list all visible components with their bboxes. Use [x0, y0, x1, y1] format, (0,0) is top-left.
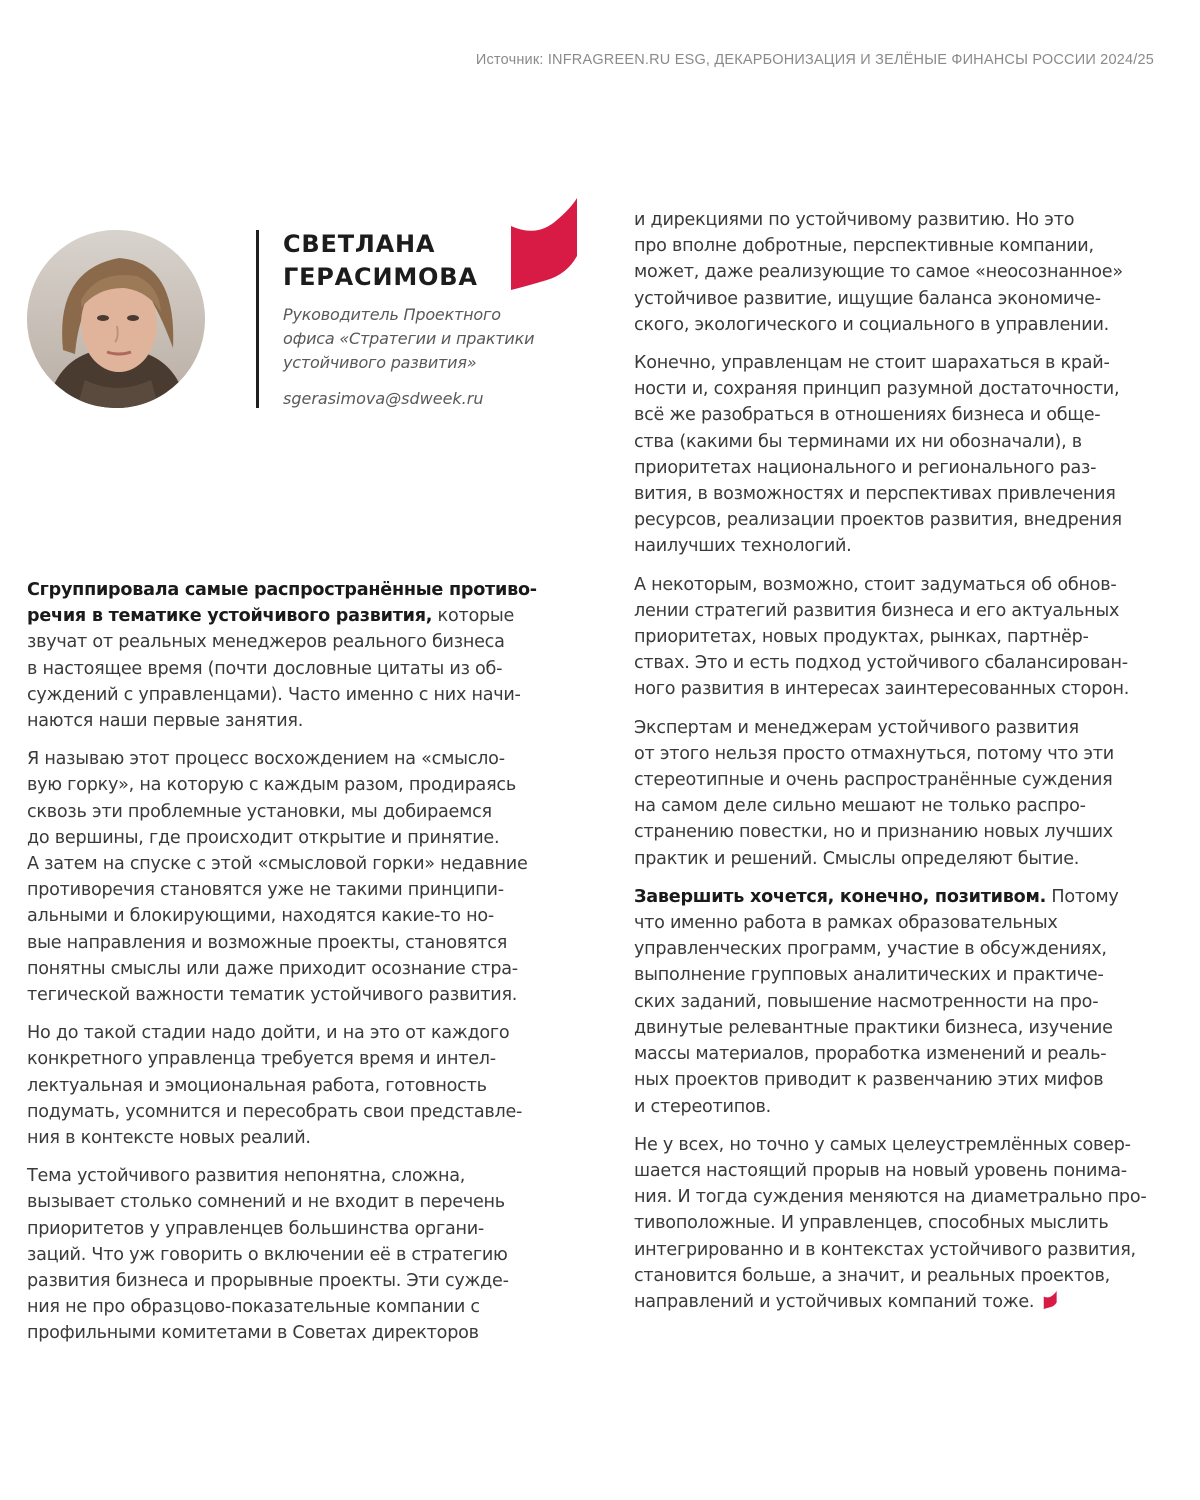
paragraph	[27, 1020, 587, 1151]
text-line: Но до такой стадии надо дойти, и на это от каждого	[27, 1023, 510, 1044]
lead-tail-text: которые	[432, 606, 515, 627]
text-line: развития бизнеса и прорывные проекты. Эти сужде-	[27, 1271, 509, 1292]
text-line: лении стратегий развития бизнеса и его актуальных	[634, 600, 1120, 621]
text-line: стереотипные и очень распространённые суждения	[634, 770, 1113, 791]
author-photo	[27, 230, 205, 408]
author-last-name: ГЕРАСИМОВА	[283, 263, 478, 291]
text-line	[634, 1289, 1196, 1315]
paragraph	[634, 1132, 1196, 1315]
text-line: противоречия становятся уже не такими принципи-	[27, 880, 504, 901]
text-line: звучат от реальных менеджеров реального бизнеса	[27, 632, 505, 653]
text-line: подумать, усомнится и пересобрать свои представле-	[27, 1101, 523, 1122]
text-line: Тема устойчивого развития непонятна, сложна,	[27, 1166, 466, 1187]
text-line: ского, экологического и социального в управлении.	[634, 314, 1109, 335]
text-line: Не у всех, но точно у самых целеустремлённых совер-	[634, 1134, 1131, 1155]
paragraph	[27, 577, 587, 734]
text-line: шается настоящий прорыв на новый уровень понима-	[634, 1160, 1127, 1181]
text-line: тегической важности тематик устойчивого развития.	[27, 985, 518, 1006]
text-line: вые направления и возможные проекты, становятся	[27, 932, 508, 953]
text-line-content: направлений и устойчивых компаний тоже.	[634, 1291, 1035, 1312]
text-line	[27, 577, 587, 603]
text-line: лектуальная и эмоциональная работа, готовность	[27, 1075, 487, 1096]
author-portrait-image	[27, 230, 205, 408]
paragraph	[634, 350, 1196, 560]
text-line: ства (какими бы терминами их ни обозначали), в	[634, 431, 1082, 452]
text-line: управленческих программ, участие в обсуждениях,	[634, 939, 1107, 960]
text-line: понятны смыслы или даже приходит осознание стра-	[27, 958, 518, 979]
text-line: ствах. Это и есть подход устойчивого сбалансирован-	[634, 653, 1128, 674]
text-line: наилучших технологий.	[634, 536, 852, 557]
author-name	[283, 228, 478, 294]
author-email-link[interactable]: sgerasimova@sdweek.ru	[283, 389, 484, 408]
article-right-column	[634, 207, 1196, 1327]
text-line: что именно работа в рамках образовательных	[634, 913, 1058, 934]
source-line: Источник: INFRAGREEN.RU ESG, ДЕКАРБОНИЗАЦИЯ И ЗЕЛЁНЫЕ ФИНАНСЫ РОССИИ 2024/25	[475, 52, 1154, 68]
text-line: про вполне добротные, перспективные компании,	[634, 236, 1094, 257]
text-line: и дирекциями по устойчивому развитию. Но это	[634, 210, 1075, 230]
text-line	[27, 603, 587, 629]
author-role-line: устойчивого развития»	[283, 353, 477, 372]
text-line: устойчивое развитие, ищущие баланса экономиче-	[634, 288, 1101, 309]
text-line: ских заданий, повышение насмотренности на про-	[634, 991, 1099, 1012]
text-line: вызывает столько сомнений и не входит в перечень	[27, 1192, 505, 1213]
text-line: приоритетах национального и регионального раз-	[634, 457, 1097, 478]
text-line: ных проектов приводит к развенчанию этих мифов	[634, 1070, 1104, 1091]
text-line: А некоторым, возможно, стоит задуматься об обнов-	[634, 574, 1117, 595]
author-first-name: СВЕТЛАНА	[283, 230, 436, 258]
paragraph	[634, 207, 1196, 338]
text-line: вую горку», на которую с каждым разом, продираясь	[27, 775, 516, 796]
text-line: А затем на спуске с этой «смысловой горки» недавние	[27, 854, 528, 875]
text-line: Конечно, управленцам не стоит шарахаться в край-	[634, 353, 1110, 374]
text-line: вития, в возможностях и перспективах привлечения	[634, 484, 1116, 505]
text-line: всё же разобраться в отношениях бизнеса и обще-	[634, 405, 1101, 426]
text-line: становится больше, а значит, и реальных проектов,	[634, 1265, 1110, 1286]
brand-flag-icon	[507, 198, 579, 290]
lead-bold-text: Сгруппировала самые распространённые противо-	[27, 580, 537, 600]
text-line: сквозь эти проблемные установки, мы добираемся	[27, 801, 492, 822]
text-line: массы материалов, проработка изменений и реаль-	[634, 1044, 1107, 1065]
text-line: от этого нельзя просто отмахнуться, потому что эти	[634, 743, 1114, 764]
text-line: конкретного управленца требуется время и интел-	[27, 1049, 496, 1070]
lead-bold-text: речия в тематике устойчивого развития,	[27, 606, 433, 627]
text-line: практик и решений. Смыслы определяют бытие.	[634, 848, 1080, 869]
text-line: ресурсов, реализации проектов развития, внедрения	[634, 510, 1122, 531]
text-line: и стереотипов.	[634, 1096, 771, 1117]
text-line	[634, 884, 1196, 910]
paragraph	[634, 715, 1196, 872]
text-line: суждений с управленцами). Часто именно с них начи-	[27, 684, 521, 705]
author-role-line: офиса «Стратегии и практики	[283, 329, 535, 348]
paragraph	[27, 746, 587, 1008]
text-line: ния в контексте новых реалий.	[27, 1128, 311, 1149]
text-line: в настоящее время (почти дословные цитаты из об-	[27, 658, 503, 679]
author-role-line: Руководитель Проектного	[283, 305, 501, 324]
vertical-divider	[256, 230, 259, 408]
paragraph	[634, 884, 1196, 1120]
paragraph	[27, 1163, 587, 1346]
text-line: интегрированно и в контекстах устойчивого развития,	[634, 1239, 1136, 1260]
paragraph	[634, 572, 1196, 703]
end-mark-flag-icon	[1040, 1291, 1060, 1309]
text-line: ности и, сохраняя принцип разумной достаточности,	[634, 379, 1120, 400]
text-line: ния. И тогда суждения меняются на диаметрально про-	[634, 1187, 1147, 1208]
text-line: ния не про образцово-показательные компании с	[27, 1297, 480, 1318]
conclusion-tail-text: Потому	[1046, 886, 1119, 907]
text-line: наются наши первые занятия.	[27, 711, 304, 732]
text-line: может, даже реализующие то самое «неосознанное»	[634, 262, 1123, 283]
text-line: на самом деле сильно мешают не только распро-	[634, 796, 1086, 817]
article-left-column	[27, 577, 587, 1359]
text-line: приоритетах, новых продуктах, рынках, партнёр-	[634, 627, 1089, 648]
text-line: ного развития в интересах заинтересованных сторон.	[634, 679, 1130, 700]
text-line: Экспертам и менеджерам устойчивого развития	[634, 717, 1079, 738]
text-line: до вершины, где происходит открытие и принятие.	[27, 827, 500, 848]
text-line: заций. Что уж говорить о включении её в стратегию	[27, 1244, 508, 1265]
text-line: приоритетов у управленцев большинства органи-	[27, 1218, 485, 1239]
conclusion-bold-text: Завершить хочется, конечно, позитивом.	[634, 886, 1047, 907]
text-line: выполнение групповых аналитических и практиче-	[634, 965, 1104, 986]
text-line: альными и блокирующими, находятся какие-то но-	[27, 906, 494, 927]
text-line: Я называю этот процесс восхождением на «смысло-	[27, 749, 505, 770]
text-line: двинутые релевантные практики бизнеса, изучение	[634, 1017, 1113, 1038]
text-line: профильными комитетами в Советах директоров	[27, 1323, 479, 1344]
text-line: странению повестки, но и признанию новых лучших	[634, 822, 1113, 843]
text-line: тивоположные. И управленцев, способных мыслить	[634, 1213, 1109, 1234]
author-role	[283, 303, 583, 375]
